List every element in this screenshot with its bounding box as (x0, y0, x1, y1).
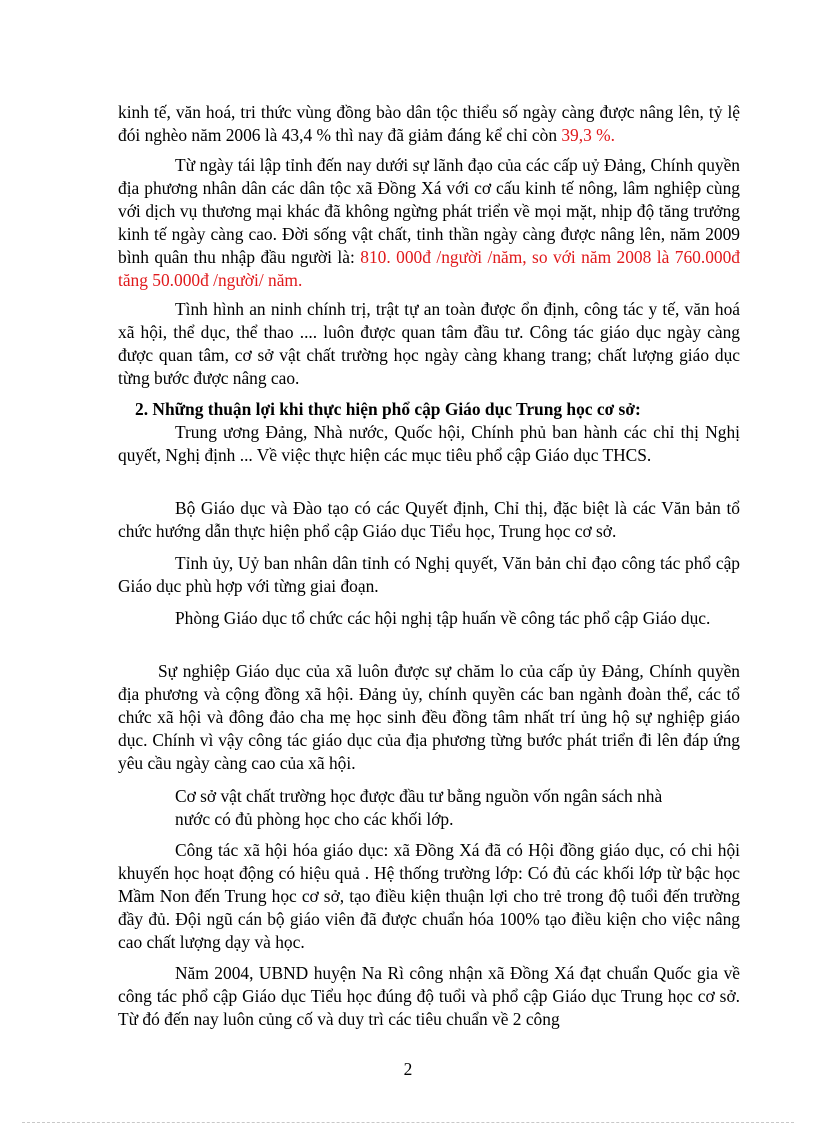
income-highlight: 810. 000đ /người /năm, so với năm 2008 là 760.000đ tăng 50.000đ /người/ năm. (118, 247, 740, 290)
paragraph-intro-text: kinh tế, văn hoá, tri thức vùng đồng bào dân tộc thiểu số ngày càng được nâng lên, tỷ lệ đói nghèo năm 2006 là 43,4 % thì nay đã giảm đáng kể chỉ còn (118, 102, 740, 145)
paragraph-social: Công tác xã hội hóa giáo dục: xã Đồng Xá đã có Hội đồng giáo dục, có chi hội khuyến học hoạt động có hiệu quả . Hệ thống trường lớp: Có đủ các khối lớp từ bậc học Mầm Non đến Trung học cơ sở, tạo điều kiện thuận lợi cho trẻ trong độ tuổi đến trường đầy đủ. Đội ngũ cán bộ giáo viên đã được chuẩn hóa 100% tạo điều kiện cho việc nâng cao chất lượng dạy và học. (118, 840, 740, 952)
poverty-rate-highlight: 39,3 %. (561, 125, 615, 145)
paragraph-ministry: Bộ Giáo dục và Đào tạo có các Quyết định, Chỉ thị, đặc biệt là các Văn bản tổ chức hướng dẫn thực hiện phổ cập Giáo dục Tiểu học, Trung học cơ sở. (118, 498, 740, 541)
paragraph-intro (118, 101, 740, 147)
paragraph-economy-text: Từ ngày tái lập tỉnh đến nay dưới sự lãnh đạo của các cấp uỷ Đảng, Chính quyền địa phương nhân dân các dân tộc xã Đồng Xá với cơ cấu kinh tế nông, lâm nghiệp cùng với dịch vụ thương mại khác đã không ngừng phát triển về mọi mặt, nhịp độ tăng trưởng kinh tế ngày càng cao. Đời sống vật chất, tinh thần ngày càng được nâng lên, năm 2009 bình quân thu nhập đầu người là: (118, 155, 740, 267)
page-number: 2 (403, 1059, 413, 1079)
paragraph-province: Tỉnh ủy, Uỷ ban nhân dân tỉnh có Nghị quyết, Văn bản chỉ đạo công tác phổ cập Giáo dục phù hợp với từng giai đoạn. (118, 553, 740, 596)
paragraph-career: Sự nghiệp Giáo dục của xã luôn được sự chăm lo của cấp ủy Đảng, Chính quyền địa phương và cộng đồng xã hội. Đảng ủy, chính quyền các ban ngành đoàn thể, các tổ chức xã hội và đông đảo cha mẹ học sinh đều đồng tâm nhất trí ủng hộ sự nghiệp giáo dục. Chính vì vậy công tác giáo dục của địa phương từng bước phát triển đi lên đáp ứng yêu cầu ngày càng cao của xã hội. (118, 661, 740, 773)
paragraph-economy (118, 154, 740, 292)
paragraph-facilities-line1: Cơ sở vật chất trường học được đầu tư bằng nguồn vốn ngân sách nhà (175, 786, 663, 806)
section-heading-2: 2. Những thuận lợi khi thực hiện phổ cập Giáo dục Trung học cơ sở: (135, 399, 641, 419)
paragraph-office: Phòng Giáo dục tổ chức các hội nghị tập huấn về công tác phổ cập Giáo dục. (175, 608, 711, 628)
paragraph-facilities-line2: nước có đủ phòng học cho các khối lớp. (175, 809, 454, 829)
paragraph-2004: Năm 2004, UBND huyện Na Rì công nhận xã Đồng Xá đạt chuẩn Quốc gia về công tác phổ cập Giáo dục Tiểu học đúng độ tuổi và phổ cập Giáo dục Trung học cơ sở. Từ đó đến nay luôn củng cố và duy trì các tiêu chuẩn về 2 công (118, 963, 740, 1029)
paragraph-central: Trung ương Đảng, Nhà nước, Quốc hội, Chính phủ ban hành các chỉ thị Nghị quyết, Nghị định ... Về việc thực hiện các mục tiêu phổ cập Giáo dục THCS. (118, 422, 740, 465)
paragraph-security: Tình hình an ninh chính trị, trật tự an toàn được ổn định, công tác y tế, văn hoá xã hội, thể dục, thể thao .... luôn được quan tâm đầu tư. Công tác giáo dục ngày càng được quan tâm, cơ sở vật chất trường học ngày càng khang trang; chất lượng giáo dục từng bước được nâng cao. (118, 299, 740, 388)
